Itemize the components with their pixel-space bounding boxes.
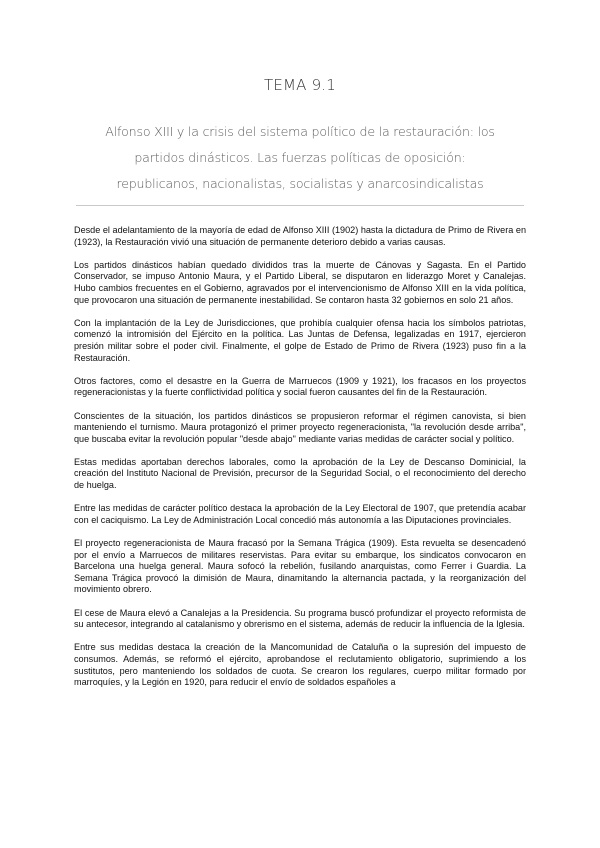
- paragraph: El proyecto regeneracionista de Maura fracasó por la Semana Trágica (1909). Esta revuelta se desencadenó por el envío a Marruecos de militares reservistas. Para evitar su embarque, los sindicatos convocaron en Barcelona una huelga general. Maura sofocó la rebelión, fusilando anarquistas, como Ferrer i Guardia. La Semana Trágica provocó la dimisión de Maura, dinamitando la alternancia pactada, y la reorganización del movimiento obrero.: [74, 538, 526, 595]
- paragraph: Conscientes de la situación, los partidos dinásticos se propusieron reformar el régimen canovista, si bien manteniendo el turnismo. Maura protagonizó el primer proyecto regeneracionista, "la revolución desde arriba", que buscaba evitar la revolución popular "desde abajo" mediante varias medidas de carácter social y político.: [74, 410, 526, 444]
- document-body: [74, 225, 526, 700]
- page-title: TEMA 9.1: [263, 76, 337, 94]
- paragraph: Otros factores, como el desastre en la Guerra de Marruecos (1909 y 1921), los fracasos en los proyectos regeneracionistas y la fuerte conflictividad política y social fueron causantes del fin de la Restauración.: [74, 375, 526, 398]
- paragraph: Con la implantación de la Ley de Jurisdicciones, que prohibía cualquier ofensa hacia los símbolos patriotas, comenzó la intromisión del Ejército en la política. Las Juntas de Defensa, legalizadas en 1917, ejercieron presión militar sobre el poder civil. Finalmente, el golpe de Estado de Primo de Rivera (1923) puso fin a la Restauración.: [74, 317, 526, 363]
- paragraph: Desde el adelantamiento de la mayoría de edad de Alfonso XIII (1902) hasta la dictadura de Primo de Rivera en (1923), la Restauración vivió una situación de permanente deterioro debido a varias causas.: [74, 225, 526, 247]
- paragraph: Entre las medidas de carácter político destaca la aprobación de la Ley Electoral de 1907, que pretendía acabar con el caciquismo. La Ley de Administración Local concedió más autonomía a las Diputaciones provinciales.: [74, 503, 526, 525]
- page-subtitle: Alfonso XIII y la crisis del sistema político de la restauración: los partidos dinásticos. Las fuerzas políticas de oposición: republicanos, nacionalistas, socialistas y anarcosindicalistas: [105, 124, 495, 191]
- paragraph: El cese de Maura elevó a Canalejas a la Presidencia. Su programa buscó profundizar el proyecto reformista de su antecesor, integrando al catalanismo y obrerismo en el sistema, además de reducir la influencia de la Iglesia.: [74, 607, 526, 630]
- paragraph: Entre sus medidas destaca la creación de la Mancomunidad de Cataluña o la supresión del impuesto de consumos. Además, se reformó el ejército, aprobandose el reclutamiento obligatorio, suprimiendo a los sustitutos, pero manteniendo los soldados de cuota. Se crearon los regulares, cuerpo militar formado por marroquíes, y la Legión en 1920, para reducir el envío de soldados españoles a: [74, 642, 526, 688]
- title-divider: [76, 205, 524, 206]
- paragraph: Estas medidas aportaban derechos laborales, como la aprobación de la Ley de Descanso Dominicial, la creación del Instituto Nacional de Previsión, precursor de la Seguridad Social, o el reconocimiento del derecho de huelga.: [74, 456, 526, 491]
- paragraph: Los partidos dinásticos habían quedado divididos tras la muerte de Cánovas y Sagasta. En el Partido Conservador, se impuso Antonio Maura, y el Partido Liberal, se disputaron en liderazgo Moret y Canalejas. Hubo cambios frecuentes en el Gobierno, agravados por el intervencionismo de Alfonso XIII en la vida política, que provocaron una situación de permanente inestabilidad. Se contaron hasta 32 gobiernos en solo 21 años.: [74, 259, 526, 305]
